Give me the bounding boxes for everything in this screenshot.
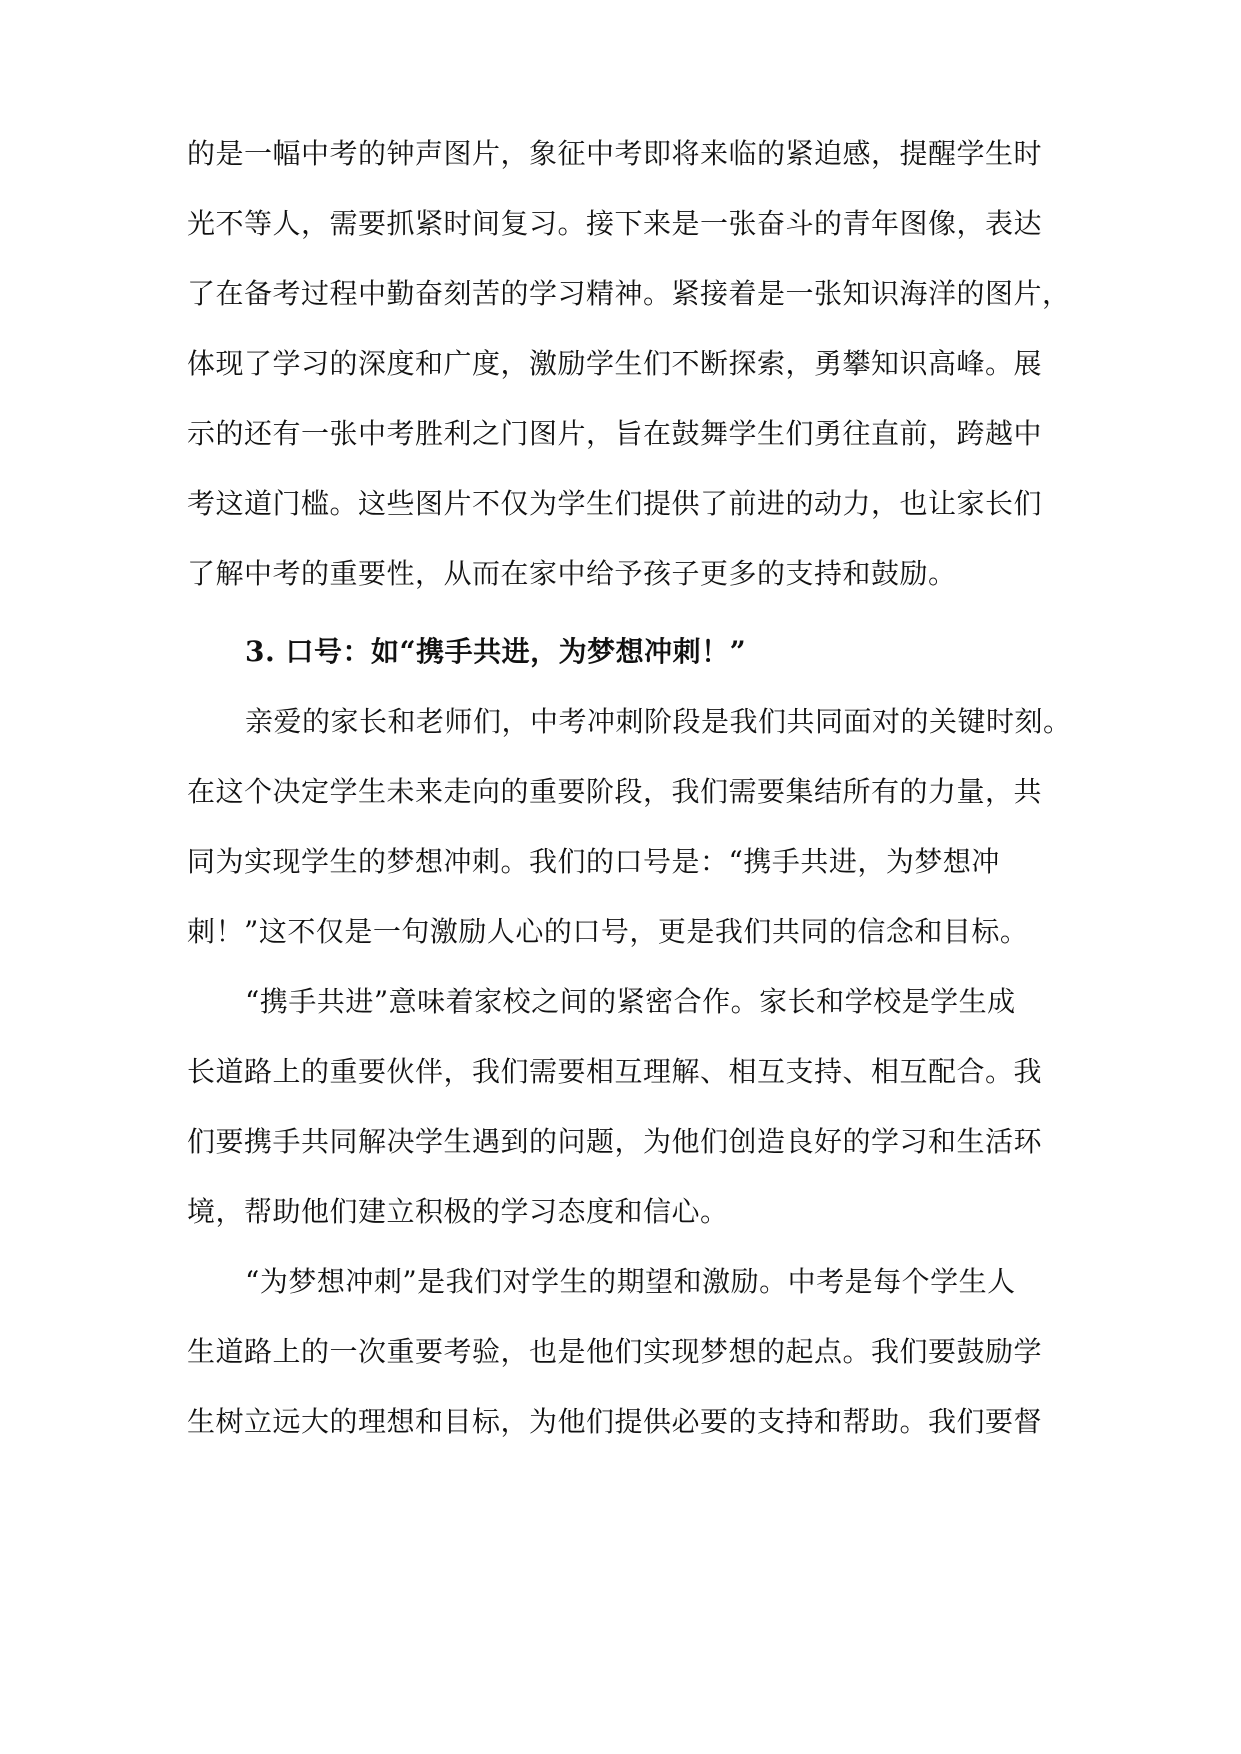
text-line: 考这道门槛。这些图片不仅为学生们提供了前进的动力，也让家长们 <box>187 487 1043 520</box>
section-heading: 3. 口号：如“携手共进，为梦想冲刺！” <box>245 635 747 668</box>
text-line: 生道路上的一次重要考验，也是他们实现梦想的起点。我们要鼓励学 <box>187 1335 1043 1368</box>
text-line: 示的还有一张中考胜利之门图片，旨在鼓舞学生们勇往直前，跨越中 <box>187 417 1043 450</box>
text-line: 们要携手共同解决学生遇到的问题，为他们创造良好的学习和生活环 <box>187 1125 1043 1158</box>
text-line: 在这个决定学生未来走向的重要阶段，我们需要集结所有的力量，共 <box>187 775 1043 808</box>
text-line: 刺！”这不仅是一句激励人心的口号，更是我们共同的信念和目标。 <box>187 915 1029 948</box>
text-line: 了在备考过程中勤奋刻苦的学习精神。紧接着是一张知识海洋的图片， <box>187 277 1071 310</box>
text-line: 长道路上的重要伙伴，我们需要相互理解、相互支持、相互配合。我 <box>187 1055 1043 1088</box>
text-line: 同为实现学生的梦想冲刺。我们的口号是：“携手共进，为梦想冲 <box>187 845 1000 878</box>
text-line: 境，帮助他们建立积极的学习态度和信心。 <box>187 1195 729 1228</box>
text-line: 的是一幅中考的钟声图片，象征中考即将来临的紧迫感，提醒学生时 <box>187 137 1043 170</box>
text-line: 了解中考的重要性，从而在家中给予孩子更多的支持和鼓励。 <box>187 557 957 590</box>
text-line: “为梦想冲刺”是我们对学生的期望和激励。中考是每个学生人 <box>245 1265 1016 1298</box>
text-line: 体现了学习的深度和广度，激励学生们不断探索，勇攀知识高峰。展 <box>187 347 1043 380</box>
text-line: “携手共进”意味着家校之间的紧密合作。家长和学校是学生成 <box>245 985 1016 1018</box>
text-line: 生树立远大的理想和目标，为他们提供必要的支持和帮助。我们要督 <box>187 1405 1043 1438</box>
text-line: 光不等人，需要抓紧时间复习。接下来是一张奋斗的青年图像，表达 <box>187 207 1043 240</box>
text-line: 亲爱的家长和老师们，中考冲刺阶段是我们共同面对的关键时刻。 <box>245 705 1072 738</box>
